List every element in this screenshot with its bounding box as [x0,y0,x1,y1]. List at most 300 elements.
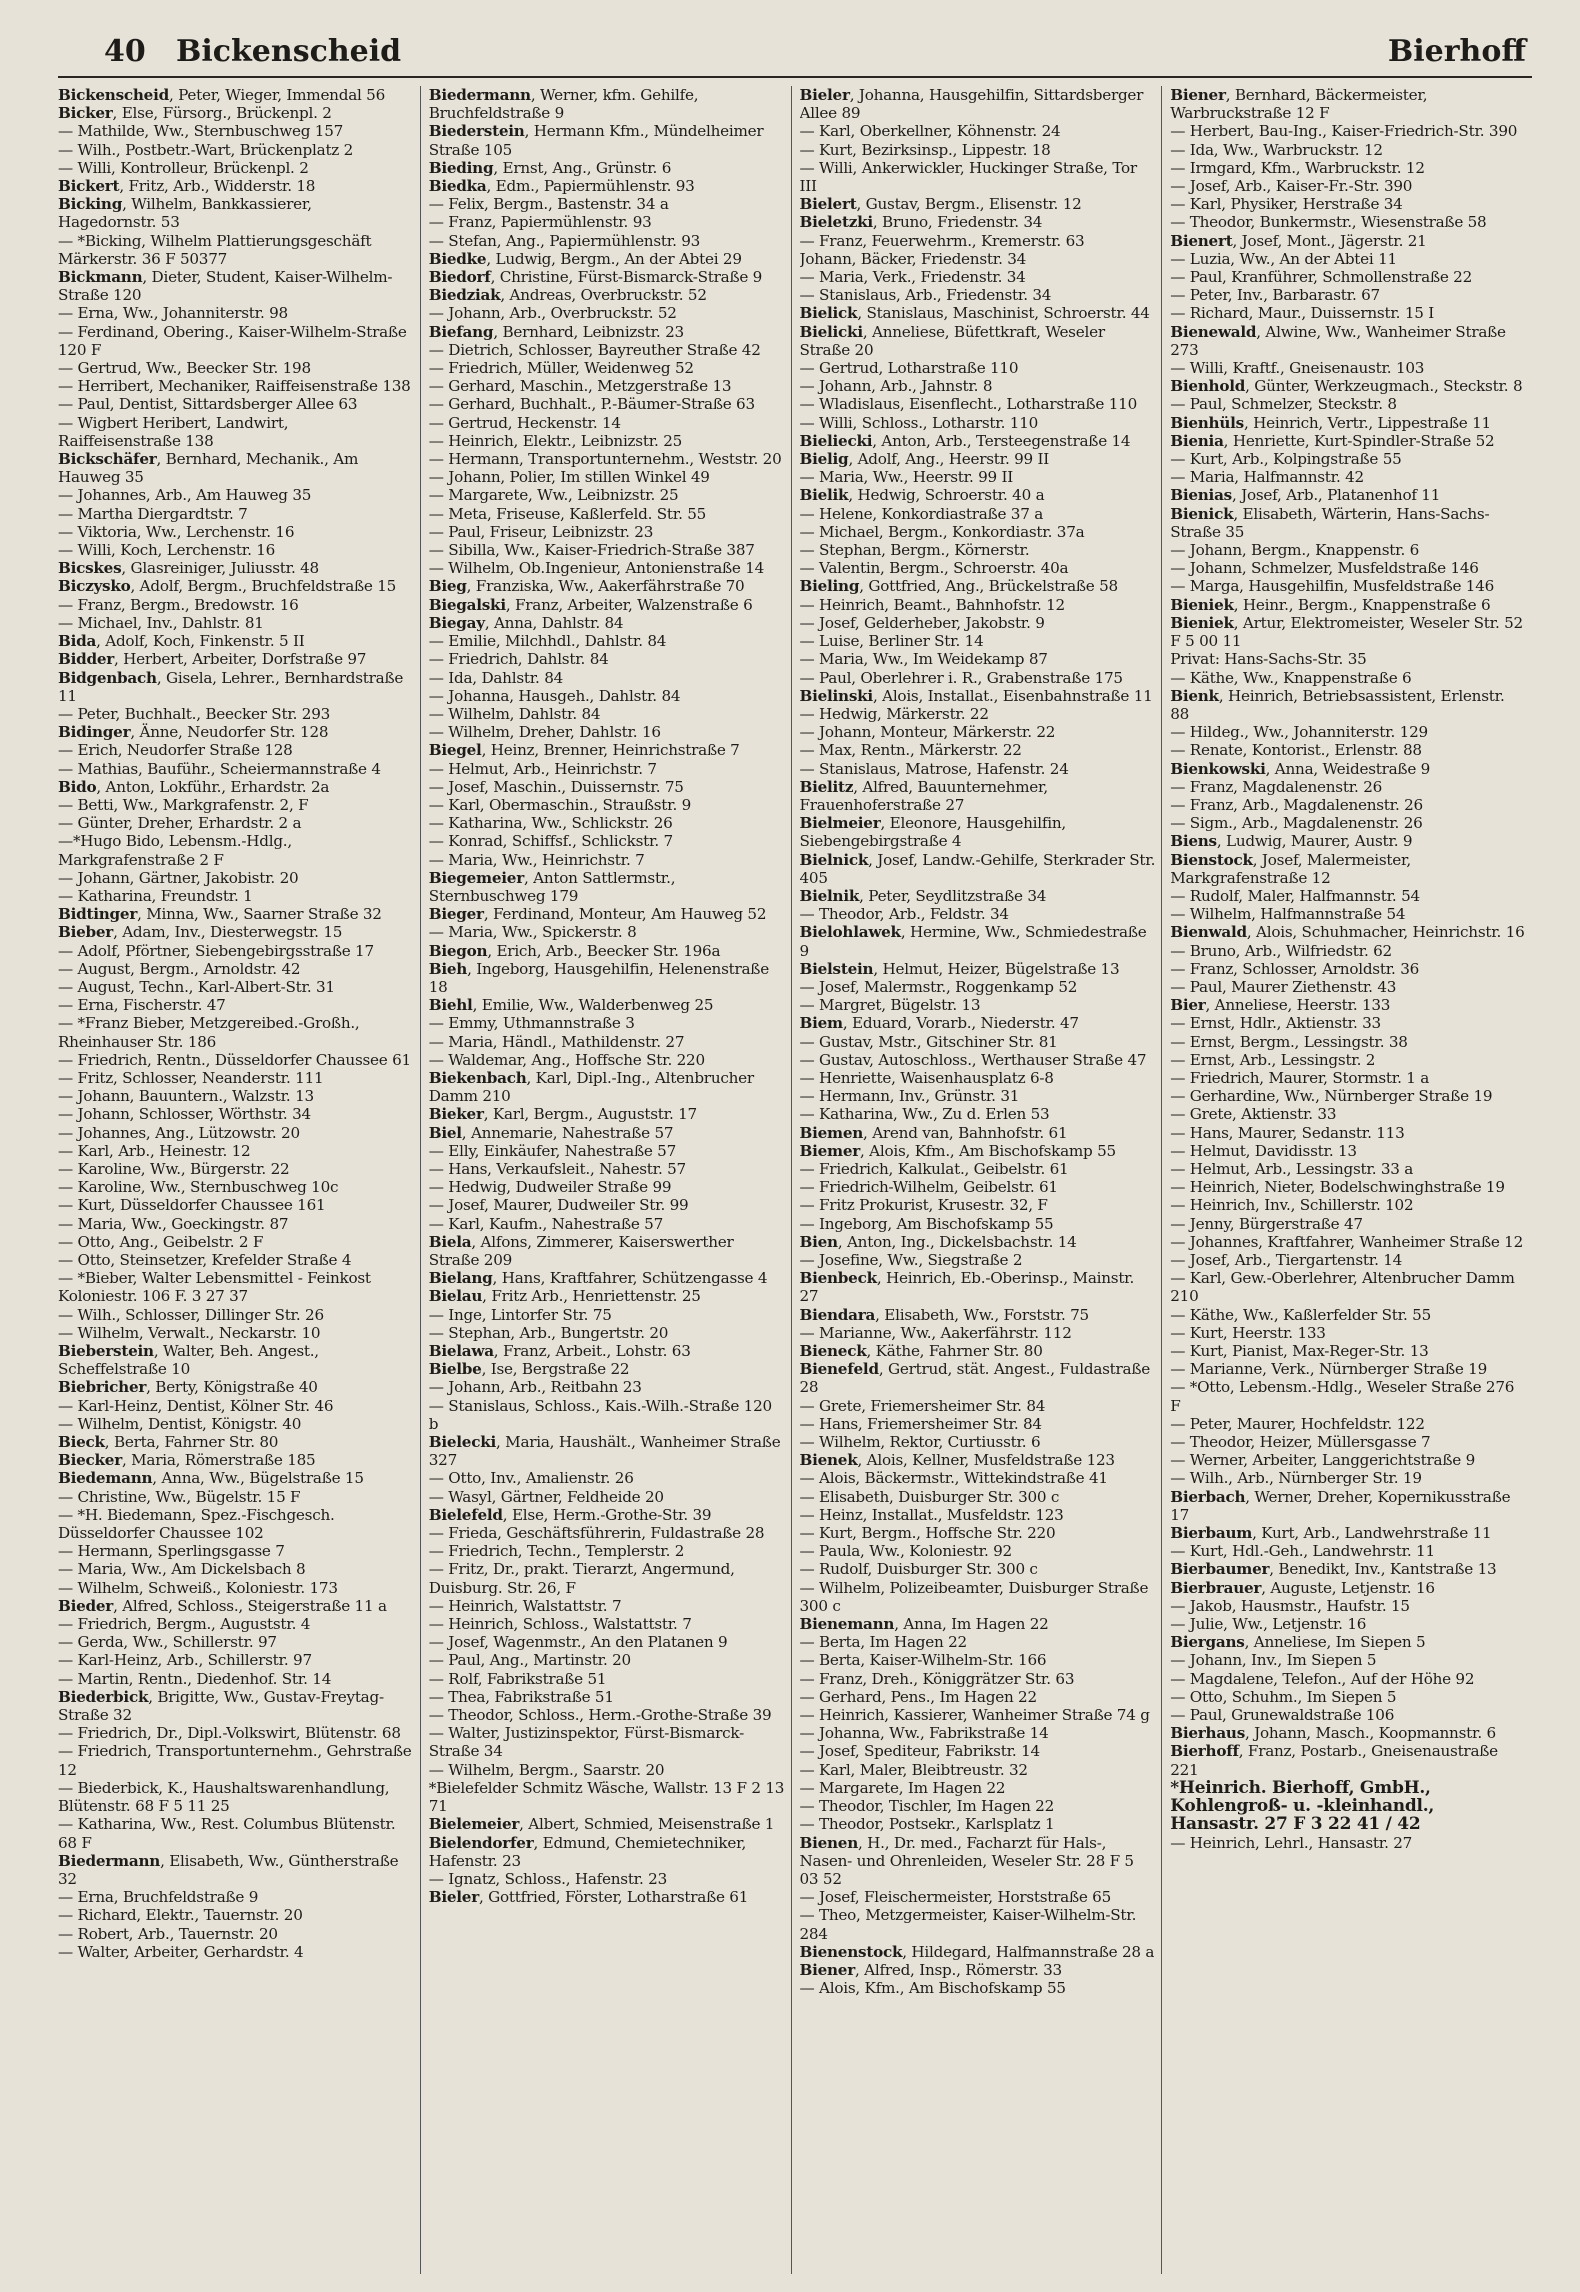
entry-details: — Maria, Ww., Spickerstr. 8 [428,923,637,942]
entry-details: — Stanislaus, Schloss., Kais.-Wilh.-Straße 120 b [428,1396,772,1433]
entry-details: , Anneliese, Heerstr. 133 [1205,996,1391,1015]
directory-entry [1170,1451,1526,1469]
directory-entry [800,596,1156,614]
entry-details: — Friedrich, Maurer, Stormstr. 1 a [1170,1068,1430,1087]
directory-entry [800,1160,1156,1178]
entry-details: — Paul, Schmelzer, Steckstr. 8 [1170,395,1397,414]
directory-entry [58,869,414,887]
entry-details: — Johanna, Hausgeh., Dahlstr. 84 [428,686,681,705]
directory-entry [800,1706,1156,1724]
entry-surname: Bielawa [428,1342,494,1361]
entry-surname: Bielitz [799,777,854,796]
entry-surname: Biecker [58,1451,122,1470]
directory-entry [429,1815,785,1833]
entry-details: — Inge, Lintorfer Str. 75 [428,1305,612,1324]
directory-entry [429,905,785,923]
directory-entry [429,1706,785,1724]
entry-details: — Wilhelm, Rektor, Curtiusstr. 6 [799,1433,1041,1452]
directory-entry [58,996,414,1014]
directory-entry [429,832,785,850]
directory-entry [58,359,414,377]
entry-surname: Biekenbach [428,1068,527,1087]
entry-details: , Alois, Kellner, Musfeldstraße 123 [857,1451,1115,1470]
entry-details: , Brigitte, Ww., Gustav-Freytag-Straße 32 [58,1687,384,1725]
entry-details: — Ernst, Hdlr., Aktienstr. 33 [1170,1014,1381,1033]
entry-surname: Biebricher [58,1378,147,1397]
entry-details: — Theodor, Schloss., Herm.-Grothe-Straße 39 [428,1706,772,1725]
entry-details: Privat: Hans-Sachs-Str. 35 [1170,650,1367,669]
entry-details: — Rudolf, Duisburger Str. 300 c [799,1560,1038,1579]
directory-entry [429,705,785,723]
directory-entry [429,1397,785,1433]
directory-entry [800,250,1156,268]
entry-surname: Bidtinger [58,905,138,924]
entry-surname: Bielau [428,1287,483,1306]
entry-details: — Hedwig, Märkerstr. 22 [799,704,989,723]
entry-details: — Friedrich, Dr., Dipl.-Volkswirt, Blütenstr. 68 [58,1724,401,1743]
entry-details: — Katharina, Freundstr. 1 [58,886,253,905]
entry-details: — Marga, Hausgehilfin, Musfeldstraße 146 [1170,577,1495,596]
directory-entry [1170,86,1526,122]
directory-entry [429,1160,785,1178]
entry-surname: Bieling [799,577,860,596]
directory-entry [58,1415,414,1433]
entry-details: — Karoline, Ww., Sternbuschweg 10c [58,1178,339,1197]
directory-entry [429,1597,785,1615]
directory-entry [429,159,785,177]
directory-entry [429,1469,785,1487]
directory-entry [800,1196,1156,1214]
entry-surname: Bienhold [1170,377,1246,396]
entry-details: , Franz, Postarb., Gneisenaustraße 221 [1170,1742,1498,1779]
directory-entry [58,1251,414,1269]
directory-entry [429,1615,785,1633]
entry-details: — Johannes, Arb., Am Hauweg 35 [58,486,312,505]
entry-details: — Martha Diergardtstr. 7 [58,504,248,523]
entry-details: — Johann, Schmelzer, Musfeldstraße 146 [1170,559,1479,578]
directory-entry [1170,577,1526,595]
directory-entry [429,723,785,741]
entry-details: , Heinz, Brenner, Heinrichstraße 7 [481,741,740,760]
entry-surname: Bieck [58,1433,105,1452]
entry-details: — Kurt, Bezirksinsp., Lippestr. 18 [799,140,1051,159]
directory-entry [1170,923,1526,941]
entry-surname: Bielbe [428,1360,482,1379]
directory-entry [800,559,1156,577]
entry-details: — Karl, Physiker, Herstraße 34 [1170,195,1403,214]
entry-details: — *Otto, Lebensm.-Hdlg., Weseler Straße 276 F [1170,1378,1515,1415]
directory-entry [800,195,1156,213]
entry-details: , Peter, Wieger, Immendal 56 [168,86,386,104]
entry-surname: Bienias [1170,486,1232,505]
entry-details: — Max, Rentn., Märkerstr. 22 [799,741,1022,760]
directory-entry [1170,232,1526,250]
entry-details: , H., Dr. med., Facharzt für Hals-, Nasen- und Ohrenleiden, Weseler Str. 28 F 5 03 52 [799,1833,1134,1888]
entry-details: — August, Techn., Karl-Albert-Str. 31 [58,977,335,996]
entry-details: — Wilhelm, Polizeibeamter, Duisburger Straße 300 c [799,1578,1149,1615]
directory-entry [1170,1251,1526,1269]
directory-entry [429,596,785,614]
entry-details: — Willi, Kraftf., Gneisenaustr. 103 [1170,359,1425,378]
entry-details: , Elisabeth, Ww., Forststr. 75 [875,1305,1089,1324]
entry-details: — Josef, Fleischermeister, Horststraße 65 [799,1888,1112,1907]
directory-entry [429,268,785,286]
entry-details: — Heinrich, Beamt., Bahnhofstr. 12 [799,595,1065,614]
entry-surname: Biem [799,1014,843,1033]
entry-surname: Bielnik [799,886,860,905]
directory-entry [800,1761,1156,1779]
directory-entry [58,1888,414,1906]
entry-details: — Maria, Ww., Im Weidekamp 87 [799,650,1048,669]
entry-details: — Paul, Kranführer, Schmollenstraße 22 [1170,268,1472,287]
entry-details: — Josef, Malermstr., Roggenkamp 52 [799,977,1078,996]
entry-surname: Bieber [58,923,114,942]
entry-details: , Emilie, Ww., Walderbenweg 25 [472,996,714,1015]
entry-details: — Konrad, Schiffsf., Schlickstr. 7 [428,832,673,851]
directory-entry [58,1342,414,1378]
directory-entry [800,414,1156,432]
entry-surname: Bieberstein [58,1342,154,1361]
entry-details: , Bruno, Friedenstr. 34 [872,213,1043,232]
entry-details: , Josef, Malermeister, Markgrafenstraße 12 [1170,850,1411,887]
entry-details: — Ernst, Bergm., Lessingstr. 38 [1170,1032,1408,1051]
entry-details: — Karl, Maler, Bleibtreustr. 32 [799,1760,1028,1779]
entry-surname: Bienert [1170,231,1233,250]
entry-details: — Stanislaus, Arb., Friedenstr. 34 [799,286,1052,305]
directory-entry [800,778,1156,814]
directory-entry [1170,1160,1526,1178]
directory-entry [1170,1105,1526,1123]
directory-entry [800,669,1156,687]
directory-entry [800,1888,1156,1906]
directory-entry [800,996,1156,1014]
entry-surname: Bieg [428,577,467,596]
directory-entry [800,1178,1156,1196]
entry-details: — Franz, Bergm., Bredowstr. 16 [58,595,299,614]
directory-entry [1170,687,1526,723]
entry-details: , Heinr., Bergm., Knappenstraße 6 [1233,595,1491,614]
entry-surname: Biedke [428,249,487,268]
directory-entry [1170,1342,1526,1360]
directory-entry [800,614,1156,632]
directory-entry [800,978,1156,996]
entry-details: — Josefine, Ww., Siegstraße 2 [799,1251,1023,1269]
directory-entry [58,978,414,996]
directory-entry [429,942,785,960]
entry-details: — Alois, Kfm., Am Bischofskamp 55 [799,1979,1066,1998]
entry-details: — Magdalene, Telefon., Auf der Höhe 92 [1170,1669,1475,1688]
directory-entry [800,1306,1156,1324]
directory-entry [800,159,1156,195]
directory-entry [429,432,785,450]
directory-entry [800,1542,1156,1560]
directory-entry [429,86,785,122]
entry-details: , Alfons, Zimmerer, Kaiserswerther Straße 209 [428,1232,734,1269]
directory-entry [1170,1633,1526,1651]
entry-surname: Bier [1170,996,1206,1015]
directory-entry [58,1014,414,1050]
entry-details: — Ida, Dahlstr. 84 [428,668,564,687]
entry-details: — Wladislaus, Eisenflecht., Lotharstraße 110 [799,395,1137,414]
entry-details: — Johannes, Ang., Lützowstr. 20 [58,1123,300,1142]
entry-details: , Andreas, Overbruckstr. 52 [500,286,707,305]
entry-details: — Karl-Heinz, Dentist, Kölner Str. 46 [58,1396,334,1415]
entry-details: — Josef, Wagenmstr., An den Platanen 9 [428,1633,728,1652]
entry-surname: Bielik [799,486,849,505]
entry-surname: Bickschäfer [58,450,157,469]
entry-surname: Bierbrauer [1170,1578,1262,1597]
directory-entry [429,286,785,304]
entry-surname: Biedermann [428,86,531,104]
entry-details: — Mathilde, Ww., Sternbuschweg 157 [58,122,344,141]
directory-entry [1170,814,1526,832]
directory-entry [429,960,785,996]
entry-surname: Bickenscheid [58,86,169,104]
entry-details: , Glasreiniger, Juliusstr. 48 [121,559,319,578]
directory-entry [1170,1196,1526,1214]
entry-details: — Franz, Feuerwehrm., Kremerstr. 63 [799,231,1085,250]
directory-entry [800,1834,1156,1889]
entry-details: — Karoline, Ww., Bürgerstr. 22 [58,1159,290,1178]
entry-details: — Hermann, Sperlingsgasse 7 [58,1542,285,1561]
entry-details: — Maria, Halfmannstr. 42 [1170,468,1364,487]
entry-surname: Bieneck [799,1342,867,1361]
entry-details: — Heinrich, Schloss., Walstattstr. 7 [428,1615,692,1634]
entry-details: — Paul, Oberlehrer i. R., Grabenstraße 175 [799,668,1123,687]
directory-entry [1170,796,1526,814]
entry-details: , Anton, Ing., Dickelsbachstr. 14 [837,1232,1077,1251]
directory-entry [58,1269,414,1305]
directory-entry [429,395,785,413]
entry-details: — Gerhardine, Ww., Nürnberger Straße 19 [1170,1087,1493,1106]
entry-details: — Stephan, Bergm., Körnerstr. [799,541,1030,560]
directory-entry [58,195,414,231]
directory-entry [429,505,785,523]
directory-entry [58,323,414,359]
directory-entry [429,450,785,468]
entry-details: — Adolf, Pförtner, Siebengebirgsstraße 17 [58,941,374,960]
directory-entry [1170,250,1526,268]
directory-entry [58,177,414,195]
directory-entry [1170,1433,1526,1451]
entry-details: — Walter, Arbeiter, Gerhardstr. 4 [58,1942,304,1961]
directory-entry [429,1105,785,1123]
entry-surname: Bieder [58,1596,114,1615]
entry-details: , Bernhard, Mechanik., Am Hauweg 35 [58,450,359,487]
entry-details: — Ernst, Arb., Lessingstr. 2 [1170,1050,1376,1069]
directory-entry [800,1360,1156,1396]
entry-details: — Rolf, Fabrikstraße 51 [428,1669,607,1688]
entry-details: , Edm., Papiermühlenstr. 93 [486,177,695,196]
entry-details: — Stephan, Arb., Bungertstr. 20 [428,1323,669,1342]
directory-entry [429,1306,785,1324]
directory-entry [800,268,1156,286]
entry-details: — Theo, Metzgermeister, Kaiser-Wilhelm-Str. 284 [799,1906,1137,1943]
directory-entry [58,1105,414,1123]
entry-surname: Biela [428,1232,472,1251]
directory-entry [1170,122,1526,140]
directory-entry [58,1124,414,1142]
entry-details: — Willi, Kontrolleur, Brückenpl. 2 [58,158,309,177]
directory-entry [429,250,785,268]
entry-details: , Alois, Kfm., Am Bischofskamp 55 [860,1141,1116,1160]
entry-surname: Bielefeld [428,1505,503,1524]
entry-surname: Bielicki [799,322,863,341]
directory-entry [58,614,414,632]
directory-entry [58,1906,414,1924]
entry-details: — Theodor, Arb., Feldstr. 34 [799,905,1009,924]
directory-entry [58,414,414,450]
entry-details: — Willi, Schloss., Lotharstr. 110 [799,413,1039,432]
directory-entry [429,232,785,250]
directory-entry [800,359,1156,377]
entry-surname: Bielinski [799,686,873,705]
directory-entry [800,1269,1156,1305]
entry-details: — Hans, Verkaufsleit., Nahestr. 57 [428,1159,686,1178]
entry-details: — Sigm., Arb., Magdalenenstr. 26 [1170,814,1423,833]
directory-entry [1170,1233,1526,1251]
directory-entry [58,1433,414,1451]
entry-details: — *Bieber, Walter Lebensmittel - Feinkost Koloniestr. 106 F. 3 27 37 [58,1269,371,1306]
entry-details: , Franz, Arbeiter, Walzenstraße 6 [505,595,753,614]
directory-entry [1170,596,1526,614]
entry-details: — Friedrich, Rentn., Düsseldorfer Chaussee 61 [58,1050,411,1069]
directory-entry [429,1633,785,1651]
entry-details: , Adolf, Koch, Finkenstr. 5 II [96,632,305,651]
directory-entry [800,851,1156,887]
directory-entry [800,887,1156,905]
directory-entry [58,232,414,268]
directory-entry [429,359,785,377]
entry-details: — *H. Biedemann, Spez.-Fischgesch. Düsseldorfer Chaussee 102 [58,1505,335,1543]
directory-entry [429,1287,785,1305]
directory-entry [800,86,1156,122]
entry-surname: Bienewald [1170,322,1257,341]
directory-entry [429,523,785,541]
entry-details: , Josef, Mont., Jägerstr. 21 [1232,231,1427,250]
directory-entry [1170,395,1526,413]
directory-entry [1170,1670,1526,1688]
directory-entry [429,760,785,778]
entry-details: — Richard, Maur., Duissernstr. 15 I [1170,304,1434,323]
entry-details: , Bernhard, Bäckermeister, Warbruckstraße 12 F [1170,86,1428,123]
directory-entry [429,577,785,595]
directory-entry [1170,1415,1526,1433]
directory-entry [429,1724,785,1760]
directory-entry [800,814,1156,850]
directory-entry [800,1633,1156,1651]
entry-details: — Dietrich, Schlosser, Bayreuther Straße 42 [428,340,761,359]
directory-entry [800,286,1156,304]
entry-surname: Bierbaumer [1170,1560,1270,1579]
entry-details: — Theodor, Bunkermstr., Wiesenstraße 58 [1170,213,1487,232]
entry-details: Johann, Bäcker, Friedenstr. 34 [799,249,1027,268]
header-first-entry: Bickenscheid [176,34,402,69]
entry-surname: Bien [799,1232,838,1251]
entry-surname: Bieler [799,86,850,104]
directory-entry [800,1415,1156,1433]
directory-entry [1170,1069,1526,1087]
directory-entry [58,705,414,723]
directory-entry [1170,141,1526,159]
directory-entry [800,1451,1156,1469]
directory-entry [58,1943,414,1961]
directory-entry [58,778,414,796]
directory-entry [1170,778,1526,796]
entry-details: — Franz, Magdalenenstr. 26 [1170,777,1383,796]
entry-details: — Josef, Arb., Tiergartenstr. 14 [1170,1251,1403,1269]
entry-details: — *Bicking, Wilhelm Plattierungsgeschäft Märkerstr. 36 F 50377 [58,231,372,268]
directory-entry [800,1815,1156,1833]
directory-entry [58,395,414,413]
directory-entry [1170,1742,1526,1778]
entry-details: — Stanislaus, Matrose, Hafenstr. 24 [799,759,1069,778]
directory-entry [1170,1560,1526,1578]
entry-details: — Wilhelm, Bergm., Saarstr. 20 [428,1760,665,1779]
entry-details: , Ingeborg, Hausgehilfin, Helenenstraße 18 [428,959,769,996]
entry-details: , Ludwig, Maurer, Austr. 9 [1216,832,1413,851]
entry-details: , Hans, Kraftfahrer, Schützengasse 4 [492,1269,768,1288]
entry-details: — Paul, Ang., Martinstr. 20 [428,1651,631,1670]
entry-surname: Bienick [1170,504,1234,523]
entry-surname: Bienek [799,1451,858,1470]
entry-details: — Hermann, Transportunternehm., Weststr. 20 [428,450,782,469]
directory-entry [58,559,414,577]
entry-details: — Paula, Ww., Koloniestr. 92 [799,1542,1012,1561]
entry-details: — Johanna, Ww., Fabrikstraße 14 [799,1724,1049,1743]
directory-entry [800,1724,1156,1742]
entry-details: — Johannes, Kraftfahrer, Wanheimer Straße 12 [1170,1232,1524,1251]
entry-details: — Hans, Maurer, Sedanstr. 113 [1170,1123,1405,1142]
entry-details: — Marianne, Verk., Nürnberger Straße 19 [1170,1360,1487,1379]
directory-entry [800,1233,1156,1251]
directory-entry [429,1124,785,1142]
entry-details: — Otto, Ang., Geibelstr. 2 F [58,1232,264,1251]
directory-entry [429,851,785,869]
directory-entry [429,486,785,504]
directory-entry [1170,650,1526,668]
directory-entry [58,523,414,541]
directory-entry [58,1815,414,1851]
directory-entry [1170,1124,1526,1142]
entry-details: — Erich, Neudorfer Straße 128 [58,741,293,760]
directory-entry [800,232,1156,250]
entry-details: — Luise, Berliner Str. 14 [799,632,984,651]
entry-details: , Christine, Fürst-Bismarck-Straße 9 [490,268,763,287]
entry-details: , Franziska, Ww., Aakerfährstraße 70 [466,577,745,596]
entry-details: — Julie, Ww., Letjenstr. 16 [1170,1615,1367,1634]
entry-details: , Else, Herm.-Grothe-Str. 39 [502,1505,712,1524]
page-number: 40 [104,34,146,69]
directory-entry [58,1670,414,1688]
entry-details: — Elly, Einkäufer, Nahestraße 57 [428,1141,677,1160]
directory-entry [429,1888,785,1906]
entry-surname: Bielick [799,304,858,323]
entry-details: — Erna, Fischerstr. 47 [58,996,226,1015]
entry-details: , Adolf, Ang., Heerstr. 99 II [848,450,1049,469]
directory-entry [429,341,785,359]
directory-entry [1170,1469,1526,1487]
entry-surname: Biedka [428,177,487,196]
entry-details: — Wilhelm, Schweiß., Koloniestr. 173 [58,1578,338,1597]
directory-entry [429,614,785,632]
entry-surname: Bielmeier [799,814,881,833]
directory-entry [1170,1051,1526,1069]
entry-details: — Johann, Inv., Im Siepen 5 [1170,1651,1377,1670]
directory-entry [800,432,1156,450]
directory-entry [429,1269,785,1287]
entry-details: — August, Bergm., Arnoldstr. 42 [58,959,301,978]
